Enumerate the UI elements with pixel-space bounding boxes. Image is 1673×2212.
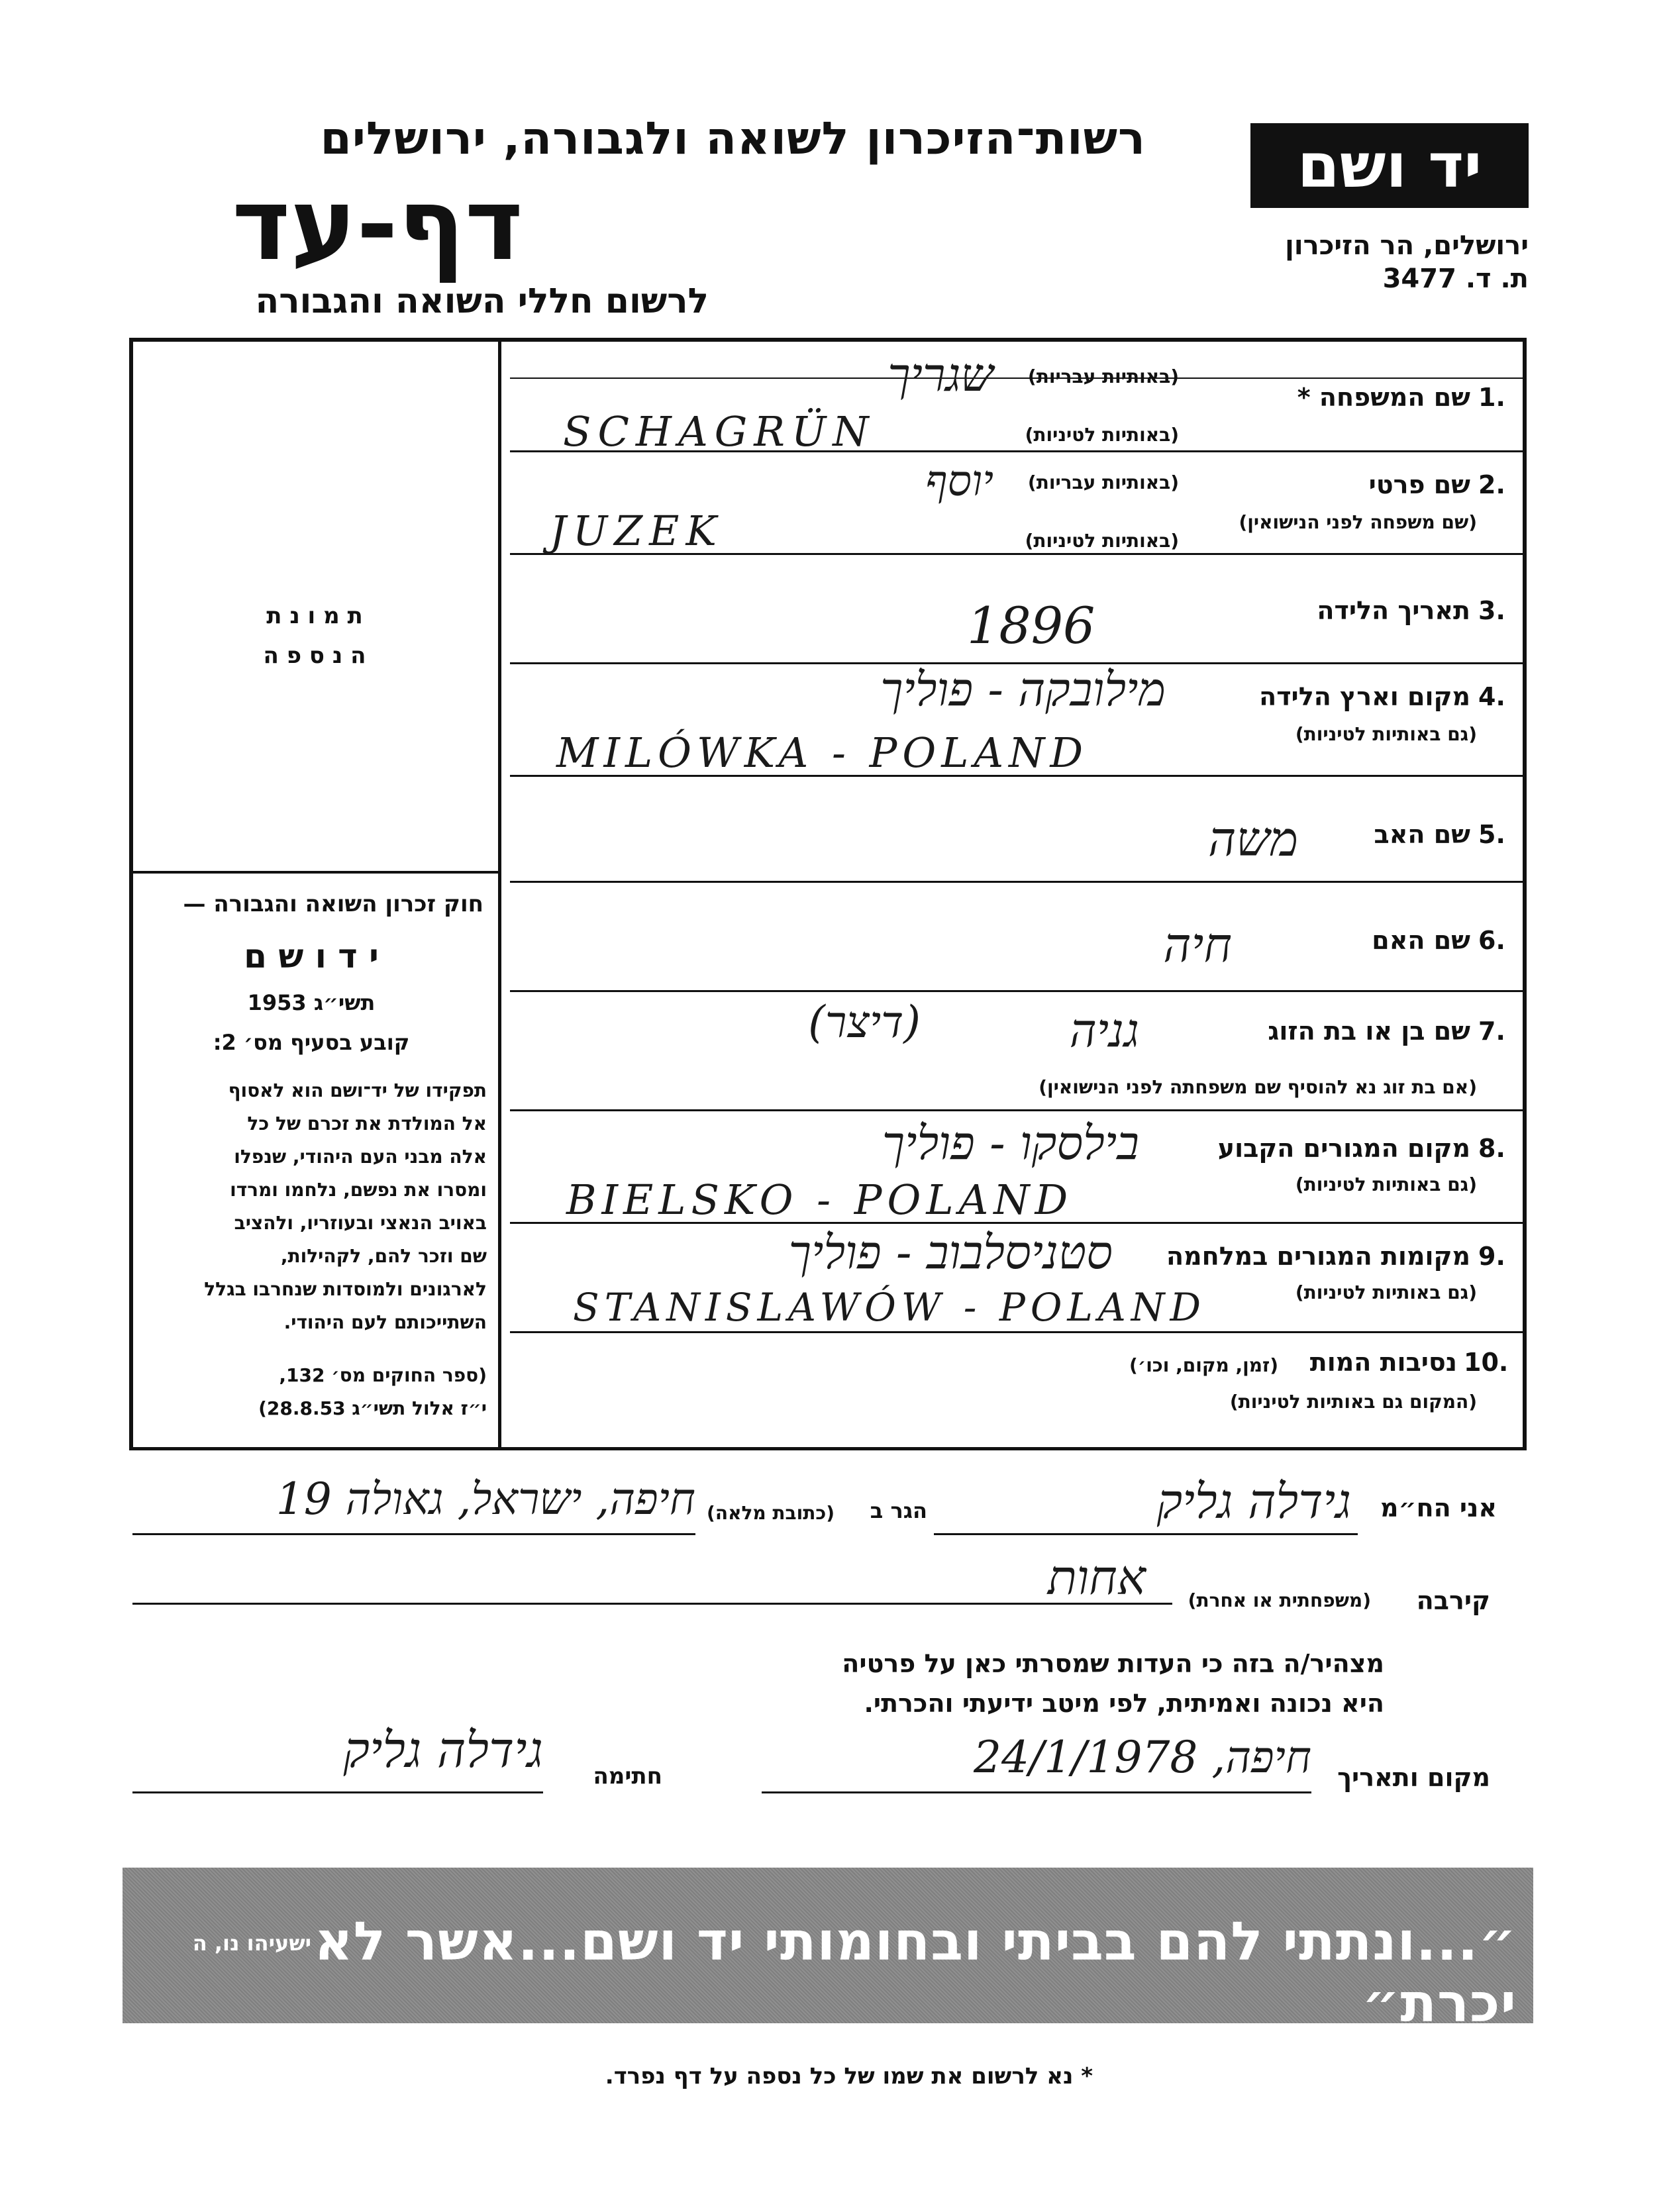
field-1-label: שם המשפחה * xyxy=(1297,383,1470,412)
resides-label: הגר ב xyxy=(870,1498,927,1523)
signature-line xyxy=(132,1791,543,1793)
law-yadvashem: י ד ו ש ם xyxy=(244,937,379,976)
field-2-value-hebrew[interactable]: יוסף xyxy=(925,457,993,506)
field-4-number: 4. xyxy=(1478,682,1505,711)
field-2-label: שם פרטי xyxy=(1368,470,1470,499)
row-sep xyxy=(510,881,1523,883)
signature-value[interactable]: גידלה גליק xyxy=(343,1722,543,1779)
authority-heading: רשות־הזיכרון לשואה ולגבורה, ירושלים xyxy=(320,113,1146,165)
law-year: תשי״ג 1953 xyxy=(247,990,376,1015)
hebrew-letters-hint: (באותיות עבריות) xyxy=(1027,366,1179,387)
field-7-value[interactable]: גניה xyxy=(1069,1003,1139,1058)
signature-label: חתימה xyxy=(593,1763,662,1789)
form-subtitle: לרשום חללי השואה והגבורה xyxy=(255,281,709,321)
row-sep xyxy=(510,1331,1523,1333)
row-sep xyxy=(510,1109,1523,1111)
field-8-value-hebrew[interactable]: בילסקו - פוליך xyxy=(882,1116,1139,1170)
yad-vashem-logo: יד ושם xyxy=(1250,123,1529,208)
relation-hint: (משפחתית או אחרת) xyxy=(1188,1589,1371,1611)
field-4-label: מקום וארץ הלידה xyxy=(1259,682,1470,711)
field-2-number: 2. xyxy=(1478,470,1505,499)
field-3-value[interactable]: 1896 xyxy=(967,596,1095,655)
banner-quote: ״...ונתתי להם בביתי ובחומותי יד ושם...אשר לא יכרת״ xyxy=(314,1911,1517,2034)
field-5-label: שם האב xyxy=(1374,820,1470,849)
field-3-label: תאריך הלידה xyxy=(1317,596,1470,625)
address-hint: (כתובת מלאה) xyxy=(707,1502,835,1524)
field-8-label: מקום המגורים הקבוע xyxy=(1217,1134,1470,1163)
law-text-line: ומסרו את נפשם, נלחמו ומרדו xyxy=(230,1179,487,1201)
photo-label-1: ת מ ו נ ת xyxy=(266,603,363,629)
field-9-label: מקומות המגורים במלחמה xyxy=(1166,1242,1470,1271)
law-heading: חוק זכרון השואה והגבורה — xyxy=(183,891,483,917)
declarant-label: אני הח״מ xyxy=(1380,1493,1497,1523)
field-8-number: 8. xyxy=(1478,1134,1505,1163)
field-2-sub: (שם משפחה לפני הנישואין) xyxy=(1239,511,1477,533)
field-4-value-latin[interactable]: MILÓWKA - POLAND xyxy=(556,729,1089,777)
field-2-value-latin[interactable]: JUZEK xyxy=(550,507,723,555)
field-5-number: 5. xyxy=(1478,820,1505,849)
frame-middle xyxy=(498,338,501,1450)
field-6-value[interactable]: חיה xyxy=(1163,917,1232,973)
declarant-relation[interactable]: אחות xyxy=(1047,1550,1146,1605)
law-reference-2: י״ז אלול תשי״ג 28.8.53) xyxy=(258,1397,487,1419)
banner-source: ישעיהו נו, ה xyxy=(192,1931,311,1956)
field-7-number: 7. xyxy=(1478,1017,1505,1046)
field-10-label: נסיבות המות xyxy=(1309,1348,1457,1377)
frame-right xyxy=(1523,338,1527,1450)
field-6-label: שם האם xyxy=(1372,926,1470,955)
field-1-value-latin[interactable]: SCHAGRÜN xyxy=(563,407,876,456)
also-latin-hint: (גם באותיות לטיניות) xyxy=(1295,1282,1477,1303)
field-10-sub1: (זמן, מקום, וכו׳) xyxy=(1129,1354,1278,1376)
field-8-value-latin[interactable]: BIELSKO - POLAND xyxy=(566,1176,1074,1224)
field-10-number: 10. xyxy=(1464,1348,1509,1377)
also-latin-hint: (גם באותיות לטיניות) xyxy=(1295,1174,1477,1195)
field-3-number: 3. xyxy=(1478,596,1505,625)
hebrew-letters-hint: (באותיות עבריות) xyxy=(1027,472,1179,493)
logo-address-line1: ירושלים, הר הזיכרון xyxy=(1285,230,1529,261)
photo-label-2: ה נ ס פ ה xyxy=(263,642,366,669)
declarant-address[interactable]: חיפה, ישראל, גאולה 19 xyxy=(276,1474,695,1525)
footnote: * נא לרשום את שמו של כל נספה על דף נפרד. xyxy=(605,2063,1093,2089)
place-date-value[interactable]: חיפה, 24/1/1978 xyxy=(974,1732,1311,1783)
law-text-line: תפקידו של יד־ושם הוא לאסוף xyxy=(228,1080,487,1101)
sidebar-divider xyxy=(129,871,500,874)
frame-top xyxy=(129,338,1527,342)
law-reference-1: (ספר החוקים מס׳ 132, xyxy=(279,1364,487,1386)
place-date-label: מקום ותאריך xyxy=(1337,1763,1490,1792)
field-10-sub2: (המקום גם באותיות לטיניות) xyxy=(1229,1391,1477,1413)
latin-letters-hint: (באותיות לטיניות) xyxy=(1025,424,1179,446)
frame-bottom xyxy=(129,1447,1527,1450)
law-text-line: לארגונים ולמוסדות שנחרבו בגלל xyxy=(204,1278,487,1300)
address-line xyxy=(132,1533,695,1535)
law-text-line: אלה מבני העם היהודי, שנפלו xyxy=(234,1146,487,1168)
declaration-line-1: מצהיר/ה בזה כי העדות שמסרתי כאן על פרטיה xyxy=(842,1649,1384,1678)
also-latin-hint: (גם באותיות לטיניות) xyxy=(1295,723,1477,745)
form-title: דף-עד xyxy=(232,168,523,283)
law-text-line: באויב הנאצי ובעוזריו, ולהציב xyxy=(234,1212,487,1234)
field-1-value-hebrew[interactable]: שגריך xyxy=(887,348,993,402)
field-6-number: 6. xyxy=(1478,926,1505,955)
declaration-line-2: היא נכונה ואמיתית, לפי מיטב ידיעתי והכרתי. xyxy=(864,1689,1384,1718)
latin-letters-hint: (באותיות לטיניות) xyxy=(1025,530,1179,552)
law-text-line: השתייכותם לעם היהודי. xyxy=(283,1311,487,1333)
law-clause: קובע בסעיף מס׳ 2: xyxy=(213,1030,410,1055)
declarant-name-line xyxy=(934,1533,1358,1535)
field-9-value-latin[interactable]: STANISLAWÓW - POLAND xyxy=(573,1285,1207,1330)
row-sep xyxy=(510,990,1523,992)
field-5-value[interactable]: משה xyxy=(1208,811,1298,867)
relation-label: קירבה xyxy=(1416,1586,1490,1615)
law-text-line: אל המולדת את זכרם של כל xyxy=(247,1113,487,1134)
field-4-value-hebrew[interactable]: מילובקה - פוליך xyxy=(880,662,1166,717)
field-9-number: 9. xyxy=(1478,1242,1505,1271)
field-7-sub: (אם בת זוג נא להוסיף שם משפחתה לפני הנישואין) xyxy=(1039,1076,1477,1098)
declarant-name[interactable]: גידלה גליק xyxy=(1156,1474,1351,1529)
logo-address-line2: ת. ד. 3477 xyxy=(1382,264,1529,294)
frame-left xyxy=(129,338,133,1450)
field-7-value-maiden[interactable]: (דיצר) xyxy=(808,997,921,1048)
field-1-number: 1. xyxy=(1478,383,1505,412)
place-date-line xyxy=(762,1791,1311,1793)
field-9-value-hebrew[interactable]: סטניסלבוב - פוליך xyxy=(788,1225,1113,1280)
field-7-label: שם בן או בת הזוג xyxy=(1268,1017,1470,1046)
law-text-line: שם וזכר להם, לקהילות, xyxy=(280,1245,487,1267)
